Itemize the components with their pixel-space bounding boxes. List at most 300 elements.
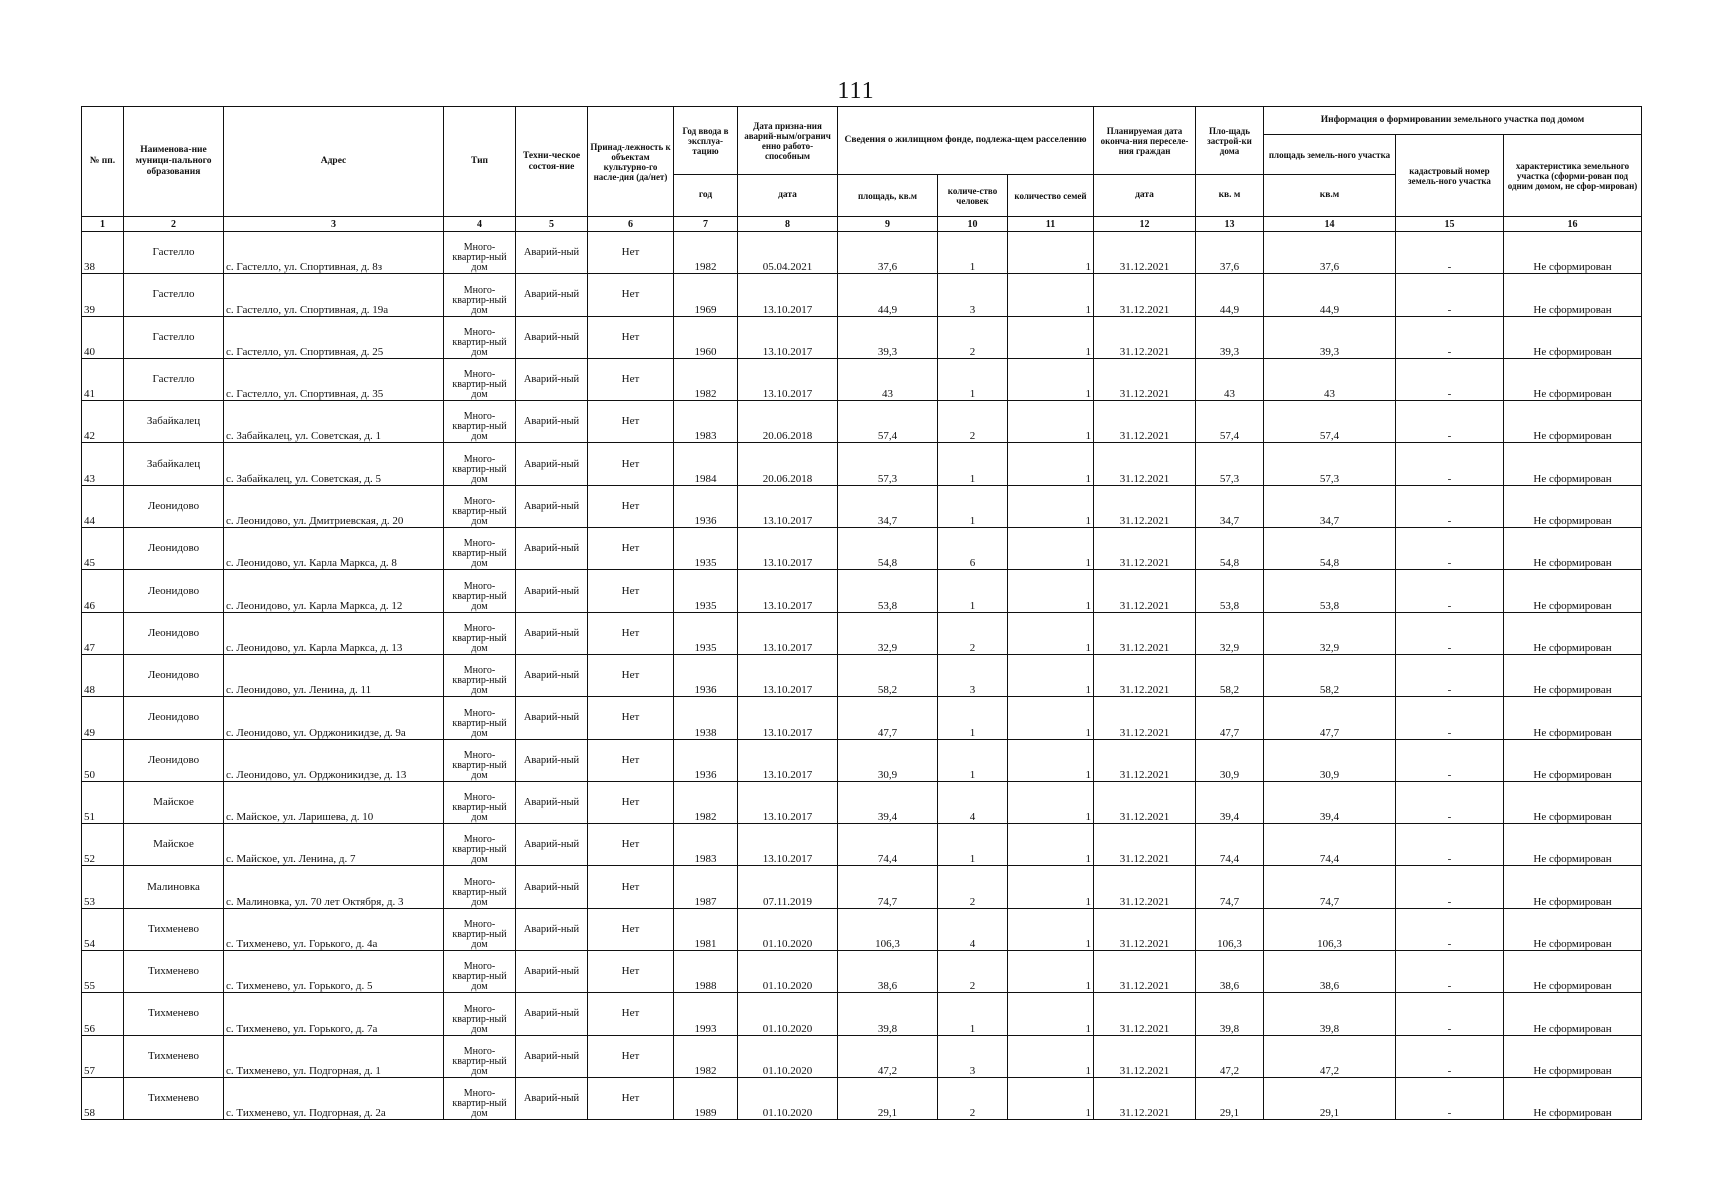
cultural-heritage-cell: Нет bbox=[588, 570, 674, 612]
land-area-cell: 57,3 bbox=[1264, 443, 1396, 485]
cultural-heritage-cell: Нет bbox=[588, 993, 674, 1035]
recognition-date-cell: 01.10.2020 bbox=[738, 1035, 838, 1077]
table-row bbox=[82, 274, 1642, 316]
building-type-cell: Много-квартир-ный дом bbox=[444, 485, 516, 527]
address-cell: с. Майское, ул. Ленина, д. 7 bbox=[224, 824, 444, 866]
cultural-heritage-cell: Нет bbox=[588, 781, 674, 823]
table-row bbox=[82, 739, 1642, 781]
people-count-cell: 2 bbox=[938, 316, 1008, 358]
families-count-cell: 1 bbox=[1008, 824, 1094, 866]
column-number: 3 bbox=[224, 217, 444, 232]
year-cell: 1960 bbox=[674, 316, 738, 358]
building-type-cell: Много-квартир-ный дом bbox=[444, 612, 516, 654]
building-type-cell: Много-квартир-ный дом bbox=[444, 316, 516, 358]
land-area-cell: 74,7 bbox=[1264, 866, 1396, 908]
condition-cell: Аварий-ный bbox=[516, 1077, 588, 1119]
column-number: 6 bbox=[588, 217, 674, 232]
building-area-cell: 74,4 bbox=[1196, 824, 1264, 866]
header-cell: Информация о формировании земельного участка под домом bbox=[1264, 107, 1642, 135]
area-cell: 39,4 bbox=[838, 781, 938, 823]
families-count-cell: 1 bbox=[1008, 697, 1094, 739]
land-characteristic-cell: Не сформирован bbox=[1504, 443, 1642, 485]
families-count-cell: 1 bbox=[1008, 1035, 1094, 1077]
header-cell: Адрес bbox=[224, 107, 444, 217]
building-type-cell: Много-квартир-ный дом bbox=[444, 528, 516, 570]
year-cell: 1987 bbox=[674, 866, 738, 908]
area-cell: 57,3 bbox=[838, 443, 938, 485]
header-cell: Планируемая дата оконча-ния переселе-ния граждан bbox=[1094, 107, 1196, 175]
land-area-cell: 39,3 bbox=[1264, 316, 1396, 358]
building-area-cell: 106,3 bbox=[1196, 908, 1264, 950]
year-cell: 1936 bbox=[674, 739, 738, 781]
building-type-cell: Много-квартир-ный дом bbox=[444, 908, 516, 950]
condition-cell: Аварий-ный bbox=[516, 358, 588, 400]
year-cell: 1982 bbox=[674, 358, 738, 400]
planned-date-cell: 31.12.2021 bbox=[1094, 866, 1196, 908]
row-number: 39 bbox=[82, 274, 124, 316]
recognition-date-cell: 01.10.2020 bbox=[738, 993, 838, 1035]
address-cell: с. Леонидово, ул. Дмитриевская, д. 20 bbox=[224, 485, 444, 527]
people-count-cell: 2 bbox=[938, 951, 1008, 993]
cultural-heritage-cell: Нет bbox=[588, 654, 674, 696]
row-number: 40 bbox=[82, 316, 124, 358]
land-area-cell: 57,4 bbox=[1264, 401, 1396, 443]
area-cell: 74,4 bbox=[838, 824, 938, 866]
row-number: 45 bbox=[82, 528, 124, 570]
cadastral-number-cell: - bbox=[1396, 612, 1504, 654]
cadastral-number-cell: - bbox=[1396, 697, 1504, 739]
building-area-cell: 39,3 bbox=[1196, 316, 1264, 358]
planned-date-cell: 31.12.2021 bbox=[1094, 951, 1196, 993]
address-cell: с. Гастелло, ул. Спортивная, д. 8з bbox=[224, 232, 444, 274]
land-characteristic-cell: Не сформирован bbox=[1504, 824, 1642, 866]
land-area-cell: 43 bbox=[1264, 358, 1396, 400]
cadastral-number-cell: - bbox=[1396, 908, 1504, 950]
people-count-cell: 4 bbox=[938, 781, 1008, 823]
area-cell: 57,4 bbox=[838, 401, 938, 443]
year-cell: 1982 bbox=[674, 781, 738, 823]
municipality-cell: Гастелло bbox=[124, 232, 224, 274]
planned-date-cell: 31.12.2021 bbox=[1094, 401, 1196, 443]
people-count-cell: 2 bbox=[938, 1077, 1008, 1119]
land-area-cell: 106,3 bbox=[1264, 908, 1396, 950]
land-characteristic-cell: Не сформирован bbox=[1504, 697, 1642, 739]
table-body bbox=[82, 232, 1642, 1120]
table-row bbox=[82, 316, 1642, 358]
year-cell: 1935 bbox=[674, 570, 738, 612]
year-cell: 1938 bbox=[674, 697, 738, 739]
cadastral-number-cell: - bbox=[1396, 1035, 1504, 1077]
condition-cell: Аварий-ный bbox=[516, 697, 588, 739]
year-cell: 1983 bbox=[674, 401, 738, 443]
building-area-cell: 39,4 bbox=[1196, 781, 1264, 823]
area-cell: 54,8 bbox=[838, 528, 938, 570]
column-number: 16 bbox=[1504, 217, 1642, 232]
recognition-date-cell: 05.04.2021 bbox=[738, 232, 838, 274]
address-cell: с. Гастелло, ул. Спортивная, д. 19а bbox=[224, 274, 444, 316]
address-cell: с. Тихменево, ул. Подгорная, д. 2а bbox=[224, 1077, 444, 1119]
cultural-heritage-cell: Нет bbox=[588, 485, 674, 527]
families-count-cell: 1 bbox=[1008, 401, 1094, 443]
land-characteristic-cell: Не сформирован bbox=[1504, 570, 1642, 612]
table-row bbox=[82, 401, 1642, 443]
address-cell: с. Леонидово, ул. Ленина, д. 11 bbox=[224, 654, 444, 696]
condition-cell: Аварий-ный bbox=[516, 274, 588, 316]
recognition-date-cell: 13.10.2017 bbox=[738, 358, 838, 400]
recognition-date-cell: 01.10.2020 bbox=[738, 1077, 838, 1119]
families-count-cell: 1 bbox=[1008, 570, 1094, 612]
families-count-cell: 1 bbox=[1008, 612, 1094, 654]
people-count-cell: 2 bbox=[938, 401, 1008, 443]
row-number: 57 bbox=[82, 1035, 124, 1077]
column-number: 15 bbox=[1396, 217, 1504, 232]
header-cell: Принад-лежность к объектам культурно-го насле-дия (да/нет) bbox=[588, 107, 674, 217]
building-type-cell: Много-квартир-ный дом bbox=[444, 866, 516, 908]
area-cell: 47,2 bbox=[838, 1035, 938, 1077]
land-area-cell: 54,8 bbox=[1264, 528, 1396, 570]
recognition-date-cell: 13.10.2017 bbox=[738, 824, 838, 866]
header-cell: Техни-ческое состоя-ние bbox=[516, 107, 588, 217]
land-area-cell: 39,8 bbox=[1264, 993, 1396, 1035]
land-characteristic-cell: Не сформирован bbox=[1504, 781, 1642, 823]
building-area-cell: 34,7 bbox=[1196, 485, 1264, 527]
area-cell: 38,6 bbox=[838, 951, 938, 993]
row-number: 41 bbox=[82, 358, 124, 400]
area-cell: 30,9 bbox=[838, 739, 938, 781]
area-cell: 74,7 bbox=[838, 866, 938, 908]
cultural-heritage-cell: Нет bbox=[588, 1077, 674, 1119]
condition-cell: Аварий-ный bbox=[516, 993, 588, 1035]
families-count-cell: 1 bbox=[1008, 358, 1094, 400]
header-cell: кв. м bbox=[1196, 175, 1264, 217]
families-count-cell: 1 bbox=[1008, 654, 1094, 696]
address-cell: с. Тихменево, ул. Горького, д. 7а bbox=[224, 993, 444, 1035]
table-row bbox=[82, 528, 1642, 570]
municipality-cell: Леонидово bbox=[124, 528, 224, 570]
area-cell: 39,8 bbox=[838, 993, 938, 1035]
recognition-date-cell: 13.10.2017 bbox=[738, 528, 838, 570]
column-number: 7 bbox=[674, 217, 738, 232]
land-area-cell: 74,4 bbox=[1264, 824, 1396, 866]
land-area-cell: 37,6 bbox=[1264, 232, 1396, 274]
header-cell: площадь, кв.м bbox=[838, 175, 938, 217]
table-row bbox=[82, 781, 1642, 823]
recognition-date-cell: 20.06.2018 bbox=[738, 443, 838, 485]
recognition-date-cell: 01.10.2020 bbox=[738, 951, 838, 993]
planned-date-cell: 31.12.2021 bbox=[1094, 528, 1196, 570]
year-cell: 1936 bbox=[674, 485, 738, 527]
municipality-cell: Тихменево bbox=[124, 951, 224, 993]
cultural-heritage-cell: Нет bbox=[588, 358, 674, 400]
cultural-heritage-cell: Нет bbox=[588, 739, 674, 781]
header-cell: количе-ство человек bbox=[938, 175, 1008, 217]
address-cell: с. Тихменево, ул. Горького, д. 5 bbox=[224, 951, 444, 993]
header-cell: кадастровый номер земель-ного участка bbox=[1396, 135, 1504, 217]
cadastral-number-cell: - bbox=[1396, 358, 1504, 400]
table-row bbox=[82, 1077, 1642, 1119]
land-area-cell: 53,8 bbox=[1264, 570, 1396, 612]
land-area-cell: 39,4 bbox=[1264, 781, 1396, 823]
people-count-cell: 1 bbox=[938, 993, 1008, 1035]
building-type-cell: Много-квартир-ный дом bbox=[444, 358, 516, 400]
cultural-heritage-cell: Нет bbox=[588, 612, 674, 654]
condition-cell: Аварий-ный bbox=[516, 908, 588, 950]
table-row bbox=[82, 1035, 1642, 1077]
municipality-cell: Леонидово bbox=[124, 697, 224, 739]
cultural-heritage-cell: Нет bbox=[588, 824, 674, 866]
header-cell: Наименова-ние муници-пального образования bbox=[124, 107, 224, 217]
land-characteristic-cell: Не сформирован bbox=[1504, 866, 1642, 908]
year-cell: 1984 bbox=[674, 443, 738, 485]
building-area-cell: 58,2 bbox=[1196, 654, 1264, 696]
families-count-cell: 1 bbox=[1008, 866, 1094, 908]
cadastral-number-cell: - bbox=[1396, 951, 1504, 993]
municipality-cell: Гастелло bbox=[124, 274, 224, 316]
families-count-cell: 1 bbox=[1008, 528, 1094, 570]
building-type-cell: Много-квартир-ный дом bbox=[444, 443, 516, 485]
recognition-date-cell: 13.10.2017 bbox=[738, 570, 838, 612]
table-row bbox=[82, 612, 1642, 654]
area-cell: 34,7 bbox=[838, 485, 938, 527]
building-area-cell: 74,7 bbox=[1196, 866, 1264, 908]
cultural-heritage-cell: Нет bbox=[588, 443, 674, 485]
row-number: 42 bbox=[82, 401, 124, 443]
condition-cell: Аварий-ный bbox=[516, 612, 588, 654]
area-cell: 32,9 bbox=[838, 612, 938, 654]
people-count-cell: 3 bbox=[938, 1035, 1008, 1077]
cultural-heritage-cell: Нет bbox=[588, 528, 674, 570]
table-row bbox=[82, 232, 1642, 274]
year-cell: 1993 bbox=[674, 993, 738, 1035]
planned-date-cell: 31.12.2021 bbox=[1094, 612, 1196, 654]
condition-cell: Аварий-ный bbox=[516, 824, 588, 866]
municipality-cell: Леонидово bbox=[124, 570, 224, 612]
land-area-cell: 32,9 bbox=[1264, 612, 1396, 654]
people-count-cell: 6 bbox=[938, 528, 1008, 570]
building-type-cell: Много-квартир-ный дом bbox=[444, 1035, 516, 1077]
cultural-heritage-cell: Нет bbox=[588, 232, 674, 274]
municipality-cell: Леонидово bbox=[124, 612, 224, 654]
land-area-cell: 44,9 bbox=[1264, 274, 1396, 316]
land-characteristic-cell: Не сформирован bbox=[1504, 232, 1642, 274]
land-area-cell: 38,6 bbox=[1264, 951, 1396, 993]
cadastral-number-cell: - bbox=[1396, 443, 1504, 485]
condition-cell: Аварий-ный bbox=[516, 485, 588, 527]
building-type-cell: Много-квартир-ный дом bbox=[444, 232, 516, 274]
cadastral-number-cell: - bbox=[1396, 274, 1504, 316]
municipality-cell: Леонидово bbox=[124, 739, 224, 781]
address-cell: с. Забайкалец, ул. Советская, д. 1 bbox=[224, 401, 444, 443]
table-row bbox=[82, 485, 1642, 527]
municipality-cell: Забайкалец bbox=[124, 443, 224, 485]
year-cell: 1936 bbox=[674, 654, 738, 696]
condition-cell: Аварий-ный bbox=[516, 781, 588, 823]
land-area-cell: 47,2 bbox=[1264, 1035, 1396, 1077]
condition-cell: Аварий-ный bbox=[516, 866, 588, 908]
row-number: 43 bbox=[82, 443, 124, 485]
address-cell: с. Гастелло, ул. Спортивная, д. 25 bbox=[224, 316, 444, 358]
table-row bbox=[82, 951, 1642, 993]
building-area-cell: 53,8 bbox=[1196, 570, 1264, 612]
land-characteristic-cell: Не сформирован bbox=[1504, 908, 1642, 950]
people-count-cell: 3 bbox=[938, 274, 1008, 316]
land-characteristic-cell: Не сформирован bbox=[1504, 358, 1642, 400]
condition-cell: Аварий-ный bbox=[516, 951, 588, 993]
cadastral-number-cell: - bbox=[1396, 485, 1504, 527]
building-area-cell: 37,6 bbox=[1196, 232, 1264, 274]
row-number: 55 bbox=[82, 951, 124, 993]
building-type-cell: Много-квартир-ный дом bbox=[444, 824, 516, 866]
recognition-date-cell: 13.10.2017 bbox=[738, 612, 838, 654]
address-cell: с. Гастелло, ул. Спортивная, д. 35 bbox=[224, 358, 444, 400]
area-cell: 39,3 bbox=[838, 316, 938, 358]
cadastral-number-cell: - bbox=[1396, 866, 1504, 908]
people-count-cell: 3 bbox=[938, 654, 1008, 696]
area-cell: 44,9 bbox=[838, 274, 938, 316]
cultural-heritage-cell: Нет bbox=[588, 866, 674, 908]
year-cell: 1983 bbox=[674, 824, 738, 866]
families-count-cell: 1 bbox=[1008, 951, 1094, 993]
cadastral-number-cell: - bbox=[1396, 993, 1504, 1035]
table-row bbox=[82, 866, 1642, 908]
column-number: 12 bbox=[1094, 217, 1196, 232]
land-characteristic-cell: Не сформирован bbox=[1504, 528, 1642, 570]
header-cell: характеристика земельного участка (сформи-рован под одним домом, не сфор-мирован) bbox=[1504, 135, 1642, 217]
land-area-cell: 58,2 bbox=[1264, 654, 1396, 696]
building-area-cell: 30,9 bbox=[1196, 739, 1264, 781]
recognition-date-cell: 01.10.2020 bbox=[738, 908, 838, 950]
municipality-cell: Тихменево bbox=[124, 993, 224, 1035]
cadastral-number-cell: - bbox=[1396, 739, 1504, 781]
municipality-cell: Гастелло bbox=[124, 316, 224, 358]
families-count-cell: 1 bbox=[1008, 485, 1094, 527]
people-count-cell: 2 bbox=[938, 612, 1008, 654]
recognition-date-cell: 07.11.2019 bbox=[738, 866, 838, 908]
table-row bbox=[82, 358, 1642, 400]
condition-cell: Аварий-ный bbox=[516, 232, 588, 274]
building-area-cell: 38,6 bbox=[1196, 951, 1264, 993]
condition-cell: Аварий-ный bbox=[516, 528, 588, 570]
families-count-cell: 1 bbox=[1008, 993, 1094, 1035]
cadastral-number-cell: - bbox=[1396, 1077, 1504, 1119]
recognition-date-cell: 13.10.2017 bbox=[738, 697, 838, 739]
cultural-heritage-cell: Нет bbox=[588, 951, 674, 993]
land-characteristic-cell: Не сформирован bbox=[1504, 485, 1642, 527]
municipality-cell: Забайкалец bbox=[124, 401, 224, 443]
planned-date-cell: 31.12.2021 bbox=[1094, 824, 1196, 866]
people-count-cell: 1 bbox=[938, 443, 1008, 485]
cultural-heritage-cell: Нет bbox=[588, 274, 674, 316]
planned-date-cell: 31.12.2021 bbox=[1094, 654, 1196, 696]
planned-date-cell: 31.12.2021 bbox=[1094, 358, 1196, 400]
municipality-cell: Тихменево bbox=[124, 1035, 224, 1077]
column-number-row bbox=[82, 217, 1642, 232]
row-number: 44 bbox=[82, 485, 124, 527]
cadastral-number-cell: - bbox=[1396, 401, 1504, 443]
building-area-cell: 32,9 bbox=[1196, 612, 1264, 654]
planned-date-cell: 31.12.2021 bbox=[1094, 232, 1196, 274]
building-area-cell: 43 bbox=[1196, 358, 1264, 400]
row-number: 51 bbox=[82, 781, 124, 823]
building-area-cell: 47,7 bbox=[1196, 697, 1264, 739]
year-cell: 1982 bbox=[674, 232, 738, 274]
planned-date-cell: 31.12.2021 bbox=[1094, 739, 1196, 781]
row-number: 48 bbox=[82, 654, 124, 696]
land-area-cell: 34,7 bbox=[1264, 485, 1396, 527]
address-cell: с. Тихменево, ул. Горького, д. 4а bbox=[224, 908, 444, 950]
area-cell: 29,1 bbox=[838, 1077, 938, 1119]
planned-date-cell: 31.12.2021 bbox=[1094, 570, 1196, 612]
cultural-heritage-cell: Нет bbox=[588, 1035, 674, 1077]
address-cell: с. Малиновка, ул. 70 лет Октября, д. 3 bbox=[224, 866, 444, 908]
row-number: 49 bbox=[82, 697, 124, 739]
row-number: 53 bbox=[82, 866, 124, 908]
area-cell: 43 bbox=[838, 358, 938, 400]
address-cell: с. Леонидово, ул. Карла Маркса, д. 12 bbox=[224, 570, 444, 612]
families-count-cell: 1 bbox=[1008, 274, 1094, 316]
cadastral-number-cell: - bbox=[1396, 781, 1504, 823]
planned-date-cell: 31.12.2021 bbox=[1094, 485, 1196, 527]
year-cell: 1935 bbox=[674, 528, 738, 570]
land-area-cell: 30,9 bbox=[1264, 739, 1396, 781]
cultural-heritage-cell: Нет bbox=[588, 316, 674, 358]
planned-date-cell: 31.12.2021 bbox=[1094, 908, 1196, 950]
building-type-cell: Много-квартир-ный дом bbox=[444, 951, 516, 993]
address-cell: с. Забайкалец, ул. Советская, д. 5 bbox=[224, 443, 444, 485]
cadastral-number-cell: - bbox=[1396, 232, 1504, 274]
building-type-cell: Много-квартир-ный дом bbox=[444, 274, 516, 316]
building-type-cell: Много-квартир-ный дом bbox=[444, 1077, 516, 1119]
header-cell: кв.м bbox=[1264, 175, 1396, 217]
column-number: 9 bbox=[838, 217, 938, 232]
families-count-cell: 1 bbox=[1008, 1077, 1094, 1119]
land-characteristic-cell: Не сформирован bbox=[1504, 993, 1642, 1035]
year-cell: 1988 bbox=[674, 951, 738, 993]
column-number: 5 bbox=[516, 217, 588, 232]
table-row bbox=[82, 993, 1642, 1035]
land-characteristic-cell: Не сформирован bbox=[1504, 1077, 1642, 1119]
recognition-date-cell: 13.10.2017 bbox=[738, 274, 838, 316]
families-count-cell: 1 bbox=[1008, 781, 1094, 823]
building-type-cell: Много-квартир-ный дом bbox=[444, 697, 516, 739]
area-cell: 53,8 bbox=[838, 570, 938, 612]
condition-cell: Аварий-ный bbox=[516, 570, 588, 612]
housing-register-table bbox=[81, 106, 1642, 1120]
building-type-cell: Много-квартир-ный дом bbox=[444, 739, 516, 781]
row-number: 46 bbox=[82, 570, 124, 612]
year-cell: 1981 bbox=[674, 908, 738, 950]
families-count-cell: 1 bbox=[1008, 739, 1094, 781]
land-characteristic-cell: Не сформирован bbox=[1504, 951, 1642, 993]
planned-date-cell: 31.12.2021 bbox=[1094, 443, 1196, 485]
cultural-heritage-cell: Нет bbox=[588, 908, 674, 950]
building-area-cell: 47,2 bbox=[1196, 1035, 1264, 1077]
recognition-date-cell: 13.10.2017 bbox=[738, 316, 838, 358]
cultural-heritage-cell: Нет bbox=[588, 697, 674, 739]
land-characteristic-cell: Не сформирован bbox=[1504, 612, 1642, 654]
recognition-date-cell: 20.06.2018 bbox=[738, 401, 838, 443]
building-type-cell: Много-квартир-ный дом bbox=[444, 401, 516, 443]
cadastral-number-cell: - bbox=[1396, 654, 1504, 696]
row-number: 38 bbox=[82, 232, 124, 274]
condition-cell: Аварий-ный bbox=[516, 401, 588, 443]
people-count-cell: 1 bbox=[938, 570, 1008, 612]
header-cell: Сведения о жилищном фонде, подлежа-щем расселению bbox=[838, 107, 1094, 175]
planned-date-cell: 31.12.2021 bbox=[1094, 274, 1196, 316]
condition-cell: Аварий-ный bbox=[516, 1035, 588, 1077]
families-count-cell: 1 bbox=[1008, 316, 1094, 358]
column-number: 8 bbox=[738, 217, 838, 232]
